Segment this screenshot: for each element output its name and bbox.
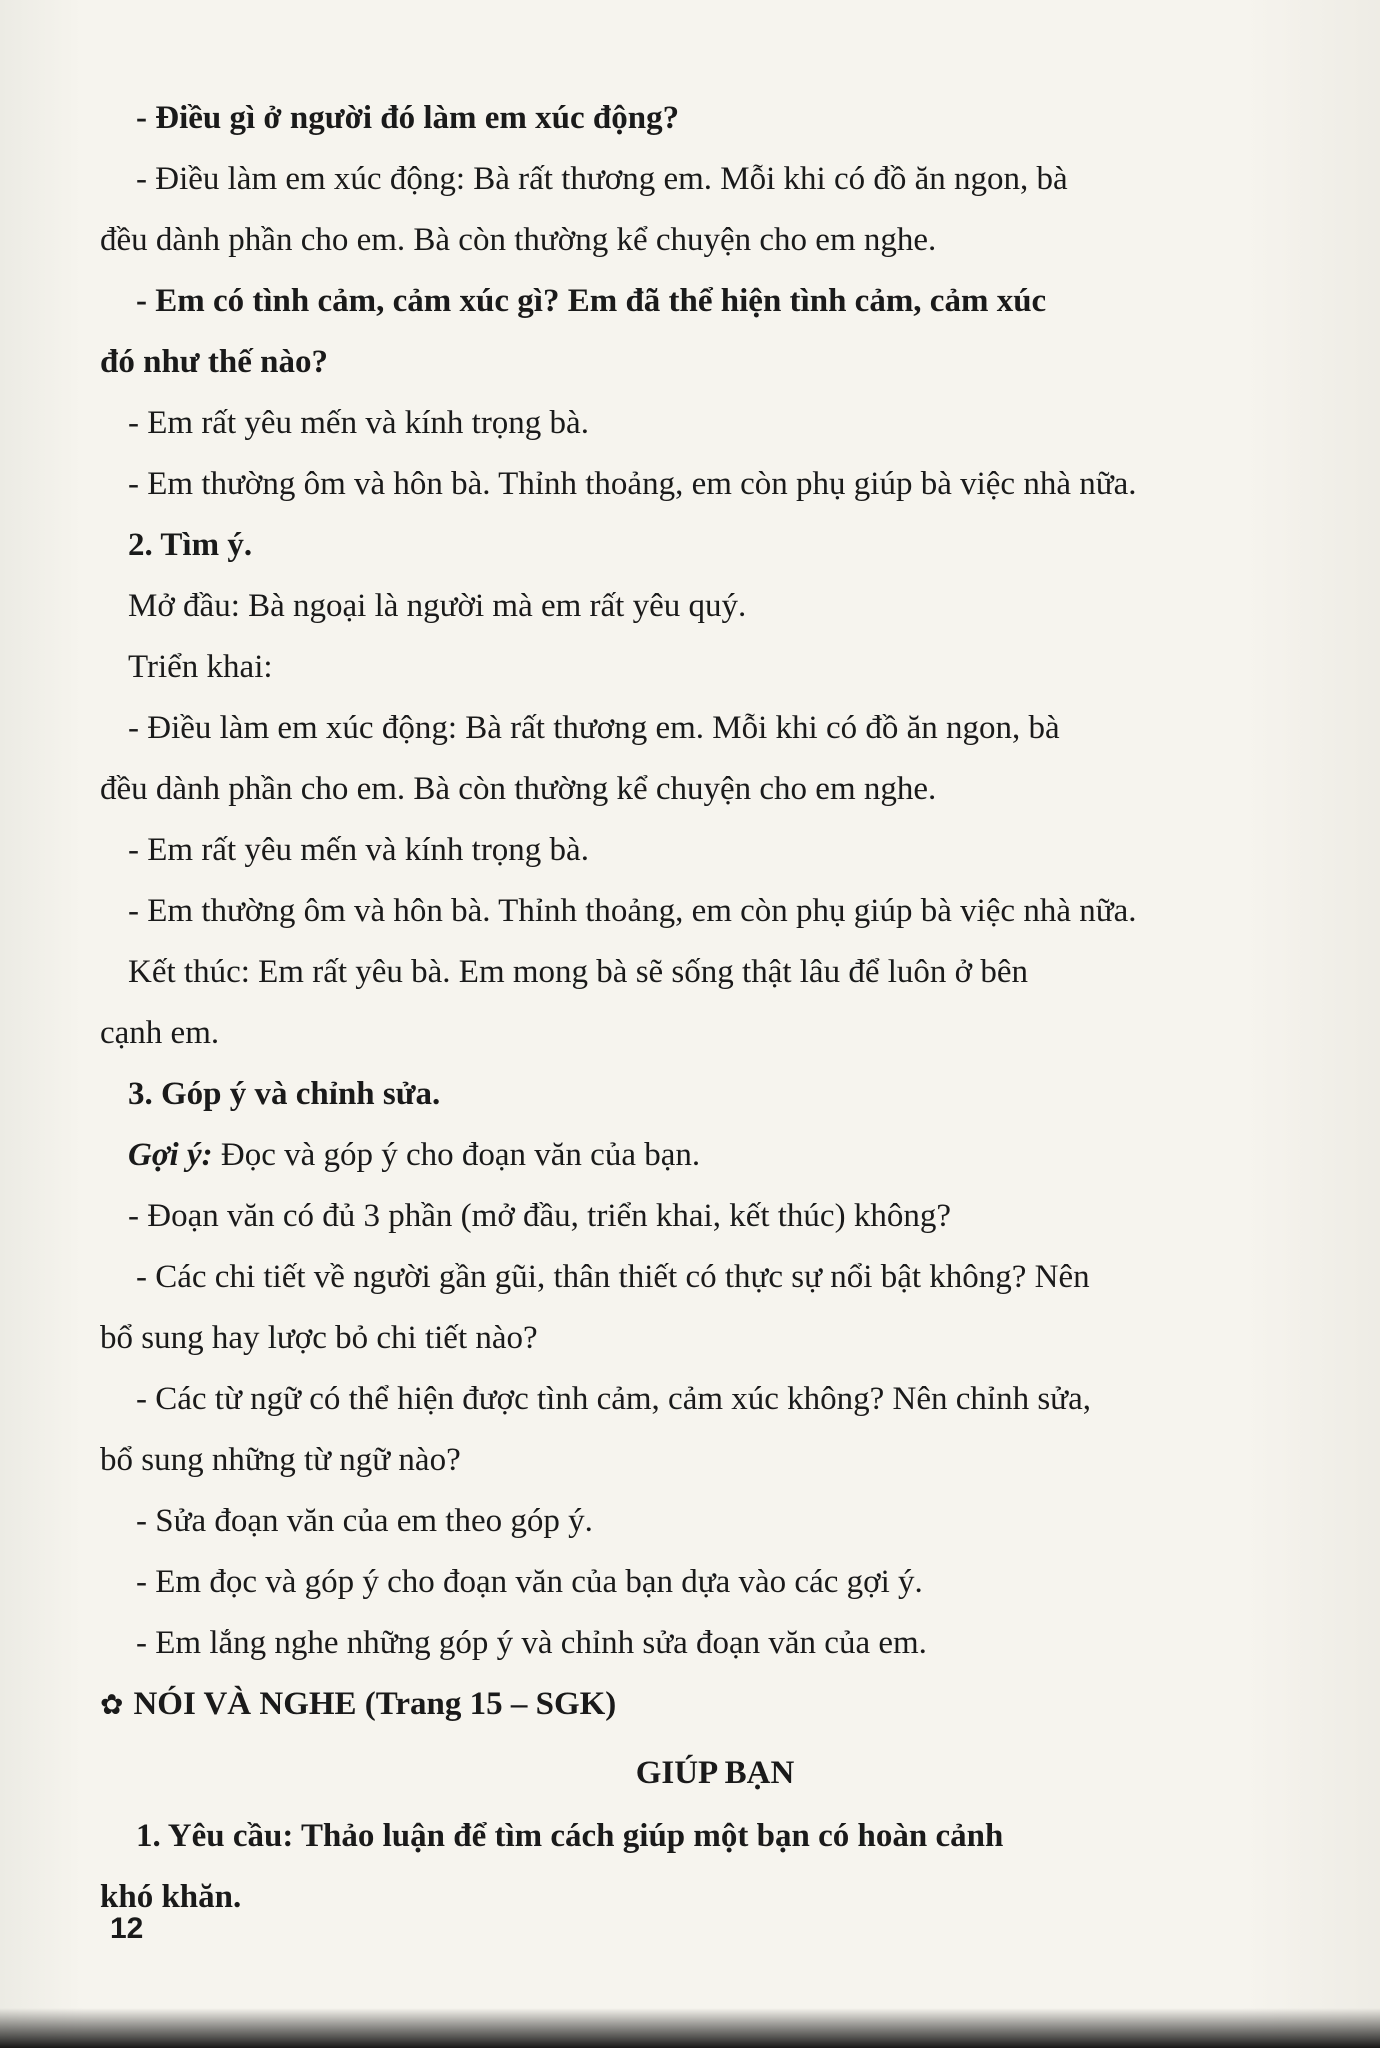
- answer-line: - Em thường ôm và hôn bà. Thỉnh thoảng, em còn phụ giúp bà việc nhà nữa.: [128, 466, 1137, 502]
- lesson-title: GIÚP BẠN: [635, 1755, 795, 1791]
- text-line: Mở đầu: Bà ngoại là người mà em rất yêu quý.: [128, 588, 747, 624]
- page-number: 12: [110, 1912, 144, 1945]
- speaking-heading-text: NÓI VÀ NGHE (Trang 15 – SGK): [133, 1686, 617, 1722]
- page-edge-shadow: [0, 2008, 1380, 2048]
- text-line: đều dành phần cho em. Bà còn thường kể chuyện cho em nghe.: [100, 771, 937, 807]
- answer-line: đều dành phần cho em. Bà còn thường kể chuyện cho em nghe.: [100, 222, 937, 258]
- question-line: - Em có tình cảm, cảm xúc gì? Em đã thể hiện tình cảm, cảm xúc: [136, 283, 1047, 319]
- text-line: Kết thúc: Em rất yêu bà. Em mong bà sẽ sống thật lâu để luôn ở bên: [128, 954, 1028, 990]
- answer-line: - Em rất yêu mến và kính trọng bà.: [128, 405, 589, 441]
- text-line: cạnh em.: [100, 1015, 220, 1051]
- flower-icon: ✿: [100, 1688, 124, 1721]
- text-line: - Các chi tiết về người gần gũi, thân thiết có thực sự nổi bật không? Nên: [136, 1259, 1090, 1295]
- text-line: Triển khai:: [128, 649, 273, 685]
- question-line: - Điều gì ở người đó làm em xúc động?: [136, 100, 680, 136]
- text-line: - Em lắng nghe những góp ý và chỉnh sửa đoạn văn của em.: [136, 1625, 927, 1661]
- text-line: bổ sung những từ ngữ nào?: [100, 1442, 461, 1478]
- text-line: - Em thường ôm và hôn bà. Thỉnh thoảng, em còn phụ giúp bà việc nhà nữa.: [128, 893, 1137, 929]
- text-line: - Đoạn văn có đủ 3 phần (mở đầu, triển khai, kết thúc) không?: [128, 1198, 951, 1234]
- text-line: - Sửa đoạn văn của em theo góp ý.: [136, 1503, 593, 1539]
- requirement-line: 1. Yêu cầu: Thảo luận để tìm cách giúp một bạn có hoàn cảnh: [136, 1818, 1004, 1854]
- hint-label: Gợi ý:: [128, 1137, 213, 1173]
- speaking-heading: [100, 1674, 1330, 1735]
- answer-line: - Điều làm em xúc động: Bà rất thương em. Mỗi khi có đồ ăn ngon, bà: [136, 161, 1068, 197]
- text-line: - Các từ ngữ có thể hiện được tình cảm, cảm xúc không? Nên chỉnh sửa,: [136, 1381, 1091, 1417]
- hint-text: Đọc và góp ý cho đoạn văn của bạn.: [212, 1137, 701, 1173]
- text-line: bổ sung hay lược bỏ chi tiết nào?: [100, 1320, 538, 1356]
- question-line: đó như thế nào?: [100, 344, 328, 380]
- section-heading: 3. Góp ý và chỉnh sửa.: [128, 1076, 441, 1112]
- hint-line: [100, 1125, 1330, 1186]
- requirement-line: khó khăn.: [100, 1879, 242, 1915]
- text-line: - Em rất yêu mến và kính trọng bà.: [128, 832, 589, 868]
- section-heading: 2. Tìm ý.: [128, 527, 253, 563]
- text-line: - Em đọc và góp ý cho đoạn văn của bạn dựa vào các gợi ý.: [136, 1564, 923, 1600]
- text-line: - Điều làm em xúc động: Bà rất thương em. Mỗi khi có đồ ăn ngon, bà: [128, 710, 1060, 746]
- page-content: [100, 88, 1330, 1928]
